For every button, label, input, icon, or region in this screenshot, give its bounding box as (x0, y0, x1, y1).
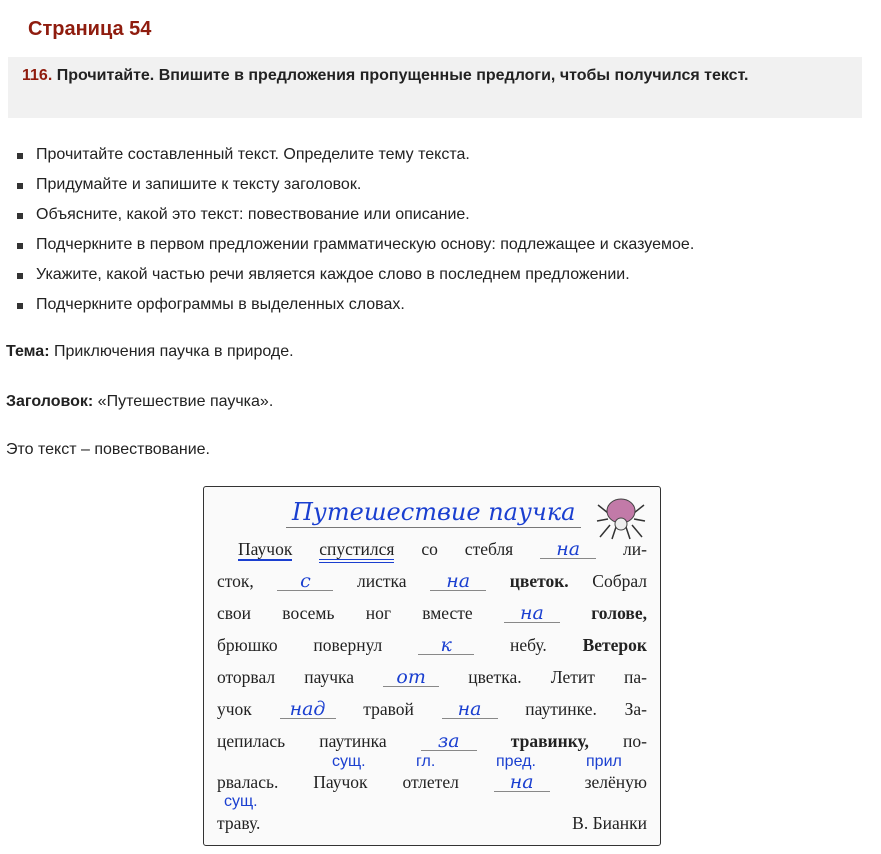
heading-answer (6, 393, 273, 411)
word: спустился (319, 539, 394, 563)
word: зелёную (584, 772, 647, 792)
filled-blank: к (418, 636, 474, 655)
filled-blank: на (430, 572, 486, 591)
theme-value: Приключения паучка в природе. (53, 343, 294, 360)
filled-blank: на (494, 773, 550, 792)
word: брюшко (217, 635, 278, 655)
filled-blank: на (540, 540, 596, 559)
word: по- (623, 731, 647, 751)
word: травой (363, 699, 414, 719)
book-title: Путешествие паучка (286, 497, 581, 528)
textbook-image (203, 486, 661, 846)
filled-blank: с (277, 572, 333, 591)
list-item: Подчеркните в первом предложении грамматическую основу: подлежащее и сказуемое. (14, 232, 694, 262)
text-type-answer: Это текст – повествование. (6, 441, 210, 458)
page-title: Страница 54 (28, 18, 152, 40)
word: За- (624, 699, 647, 719)
list-item: Укажите, какой частью речи является каждое слово в последнем предложении. (14, 262, 694, 292)
word: Собрал (592, 571, 647, 591)
word: свои (217, 603, 252, 623)
filled-blank: над (280, 700, 336, 719)
word: голове, (591, 603, 647, 623)
list-item: Объясните, какой это текст: повествование или описание. (14, 202, 694, 232)
filled-blank: на (442, 700, 498, 719)
word: траву. (217, 813, 261, 833)
word: цепилась (217, 731, 286, 751)
filled-blank: на (504, 604, 560, 623)
word: паутинка (319, 731, 387, 751)
task-box (8, 57, 862, 118)
heading-value: «Путешествие паучка». (97, 393, 274, 410)
word: ли- (623, 539, 647, 559)
word: цветок. (509, 571, 569, 591)
word: небу. (509, 635, 547, 655)
word: восемь (282, 603, 335, 623)
word: па- (624, 667, 647, 687)
word: паутинке. (525, 699, 597, 719)
word: Летит (550, 667, 595, 687)
theme-answer (6, 343, 294, 361)
annotation: гл. (416, 753, 436, 770)
spider-icon (596, 491, 646, 541)
annotation: сущ. (332, 753, 366, 770)
task-text: Прочитайте. Впишите в предложения пропущенные предлоги, чтобы получился текст. (56, 67, 749, 84)
word: листка (357, 571, 407, 591)
word: отлетел (402, 772, 459, 792)
word: со (421, 539, 438, 559)
word: повернул (313, 635, 383, 655)
word: ног (365, 603, 391, 623)
word: стебля (464, 539, 514, 559)
word: рвалась. (217, 772, 279, 792)
word: паучка (304, 667, 355, 687)
list-item: Придумайте и запишите к тексту заголовок. (14, 172, 694, 202)
filled-blank: от (383, 668, 439, 687)
heading-label: Заголовок: (6, 393, 94, 410)
word: Паучок (313, 772, 368, 792)
theme-label: Тема: (6, 343, 50, 360)
annotation: пред. (496, 753, 536, 770)
word: травинку, (510, 731, 589, 751)
word: Паучок (238, 539, 293, 559)
annotation: прил (586, 753, 622, 770)
list-item: Подчеркните орфограммы в выделенных словах. (14, 292, 694, 322)
word: цветка. (468, 667, 522, 687)
task-number: 116. (22, 67, 53, 84)
author: В. Бианки (572, 813, 647, 833)
list-item: Прочитайте составленный текст. Определите тему текста. (14, 142, 694, 172)
filled-blank: за (421, 732, 477, 751)
word: сток, (217, 571, 254, 591)
bullet-list (14, 142, 694, 322)
word: оторвал (217, 667, 276, 687)
annotation: сущ. (224, 793, 258, 810)
word: вместе (422, 603, 473, 623)
word: Ветерок (582, 635, 647, 655)
word: учок (217, 699, 252, 719)
